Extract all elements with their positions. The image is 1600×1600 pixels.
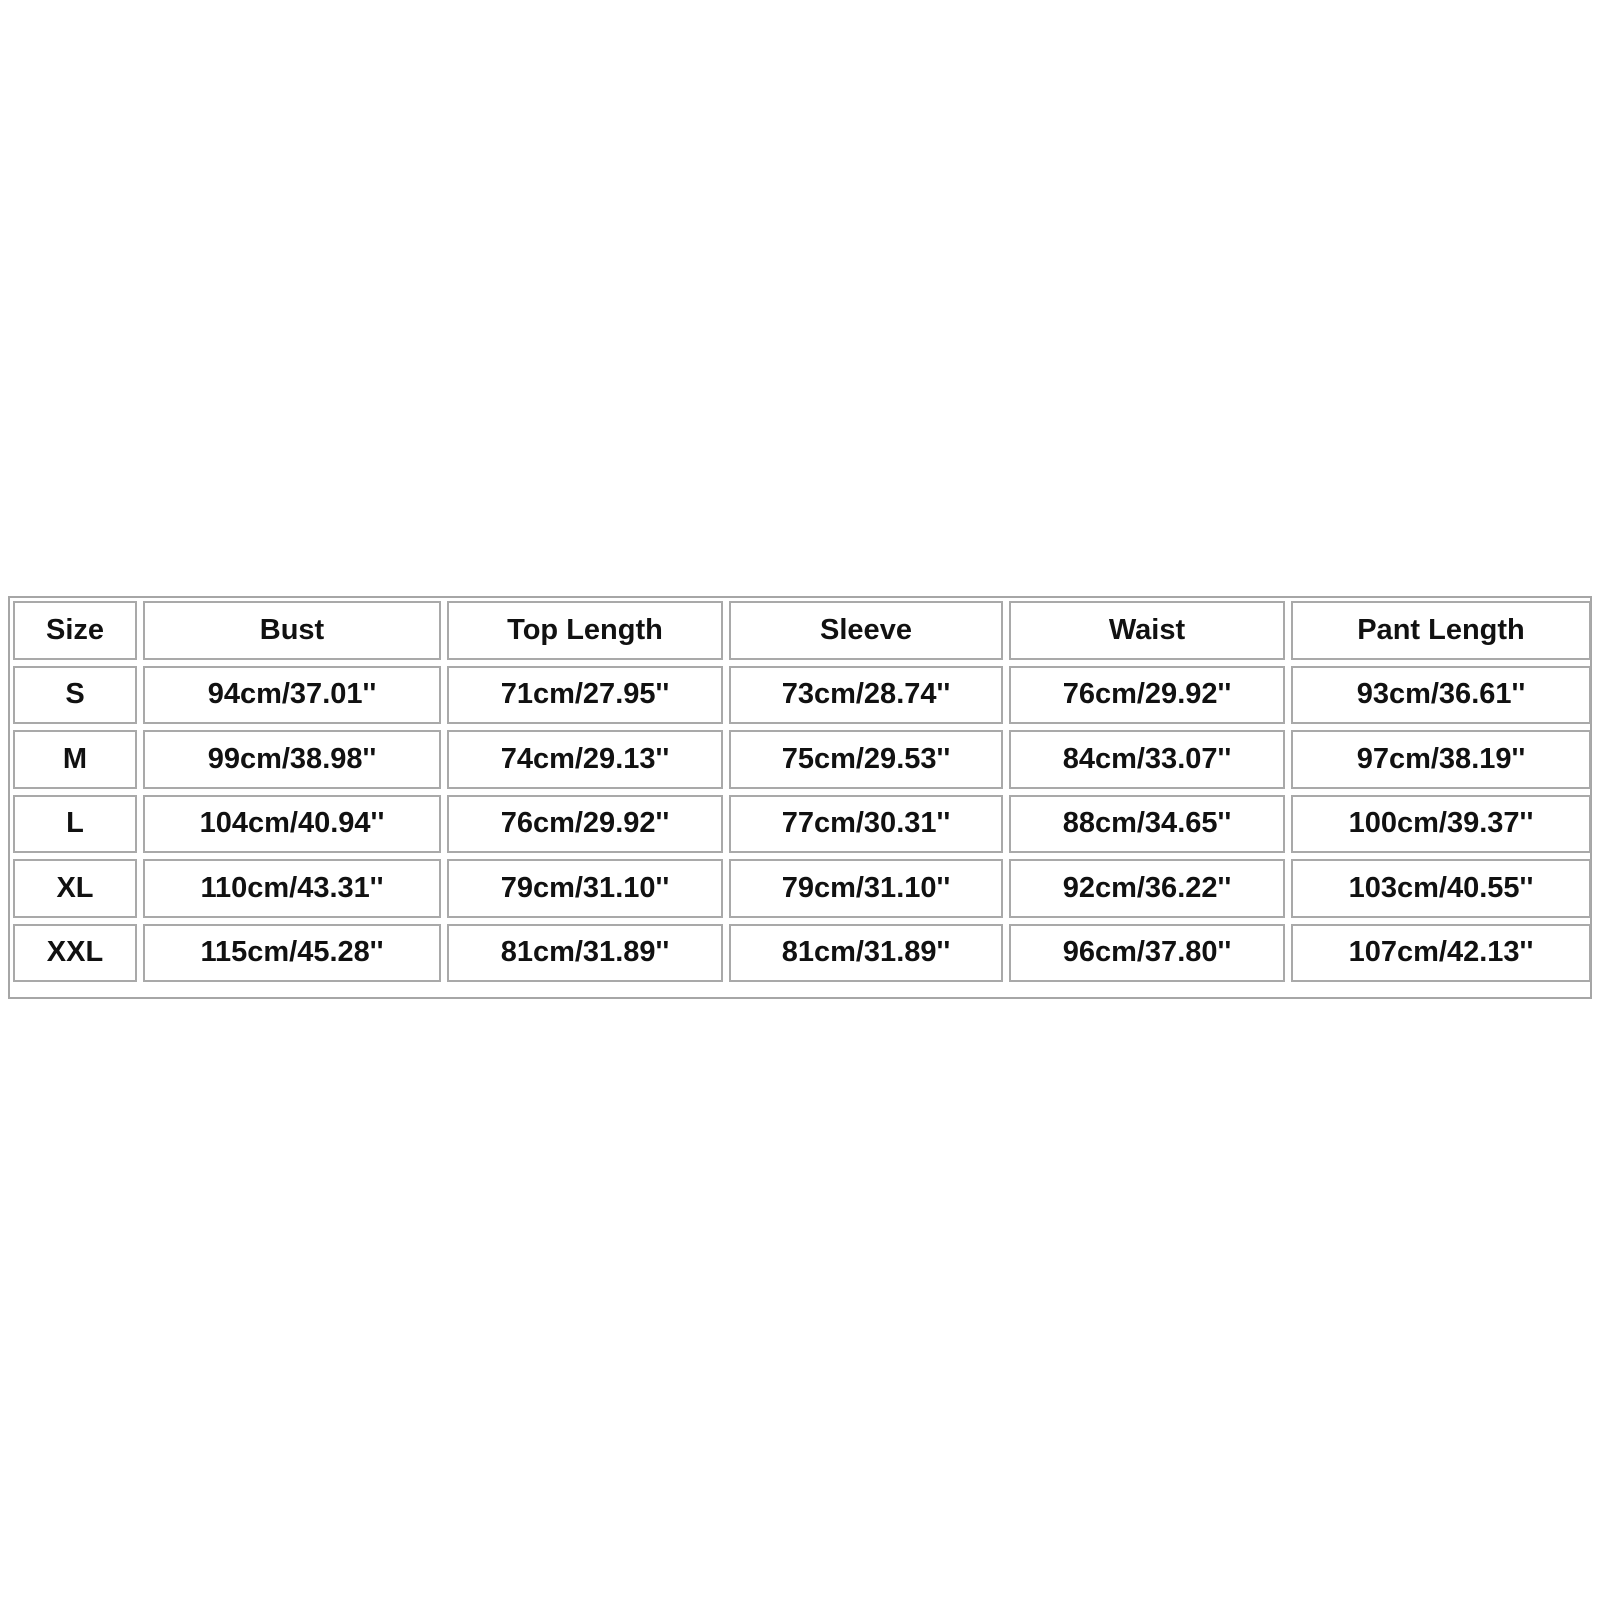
cell-pant-length: 100cm/39.37'' bbox=[1291, 795, 1591, 854]
table-row bbox=[13, 859, 1591, 918]
cell-bust: 94cm/37.01'' bbox=[143, 666, 441, 725]
cell-top-length: 71cm/27.95'' bbox=[447, 666, 723, 725]
cell-waist: 96cm/37.80'' bbox=[1009, 924, 1285, 983]
header-size: Size bbox=[13, 601, 137, 660]
cell-bust: 99cm/38.98'' bbox=[143, 730, 441, 789]
cell-top-length: 79cm/31.10'' bbox=[447, 859, 723, 918]
cell-size: M bbox=[13, 730, 137, 789]
header-top-length: Top Length bbox=[447, 601, 723, 660]
cell-waist: 88cm/34.65'' bbox=[1009, 795, 1285, 854]
cell-sleeve: 73cm/28.74'' bbox=[729, 666, 1003, 725]
cell-bust: 104cm/40.94'' bbox=[143, 795, 441, 854]
cell-top-length: 81cm/31.89'' bbox=[447, 924, 723, 983]
cell-pant-length: 97cm/38.19'' bbox=[1291, 730, 1591, 789]
table-row bbox=[13, 924, 1591, 983]
cell-sleeve: 75cm/29.53'' bbox=[729, 730, 1003, 789]
cell-waist: 92cm/36.22'' bbox=[1009, 859, 1285, 918]
table-row bbox=[13, 795, 1591, 854]
cell-waist: 84cm/33.07'' bbox=[1009, 730, 1285, 789]
cell-bust: 110cm/43.31'' bbox=[143, 859, 441, 918]
cell-size: S bbox=[13, 666, 137, 725]
cell-top-length: 76cm/29.92'' bbox=[447, 795, 723, 854]
cell-sleeve: 81cm/31.89'' bbox=[729, 924, 1003, 983]
cell-sleeve: 77cm/30.31'' bbox=[729, 795, 1003, 854]
cell-size: XL bbox=[13, 859, 137, 918]
table-row bbox=[13, 666, 1591, 725]
cell-pant-length: 107cm/42.13'' bbox=[1291, 924, 1591, 983]
cell-size: L bbox=[13, 795, 137, 854]
table-row bbox=[13, 730, 1591, 789]
header-sleeve: Sleeve bbox=[729, 601, 1003, 660]
header-bust: Bust bbox=[143, 601, 441, 660]
cell-pant-length: 93cm/36.61'' bbox=[1291, 666, 1591, 725]
cell-top-length: 74cm/29.13'' bbox=[447, 730, 723, 789]
size-chart-table bbox=[7, 595, 1597, 988]
cell-sleeve: 79cm/31.10'' bbox=[729, 859, 1003, 918]
header-pant-length: Pant Length bbox=[1291, 601, 1591, 660]
header-waist: Waist bbox=[1009, 601, 1285, 660]
cell-size: XXL bbox=[13, 924, 137, 983]
header-row bbox=[13, 601, 1591, 660]
cell-pant-length: 103cm/40.55'' bbox=[1291, 859, 1591, 918]
cell-waist: 76cm/29.92'' bbox=[1009, 666, 1285, 725]
size-chart-frame bbox=[8, 596, 1592, 999]
cell-bust: 115cm/45.28'' bbox=[143, 924, 441, 983]
